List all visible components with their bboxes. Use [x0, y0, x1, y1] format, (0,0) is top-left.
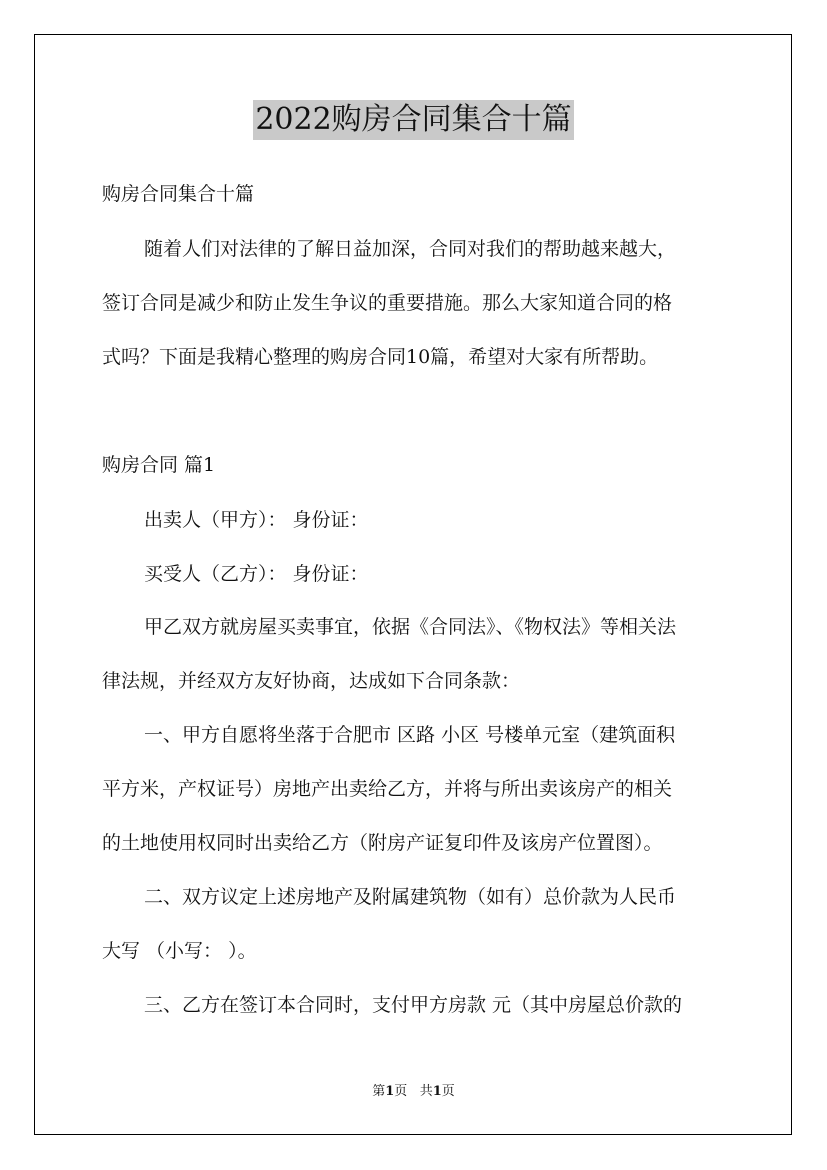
footer-total-suffix: 页 [441, 1084, 455, 1099]
seller-line: 出卖人（甲方）： 身份证： [144, 509, 369, 531]
title-container [0, 100, 827, 140]
footer-page-suffix: 页 [394, 1084, 408, 1099]
clause2-line-1: 二、双方议定上述房地产及附属建筑物（如有）总价款为人民币 [144, 886, 677, 908]
intro-line-2: 签订合同是减少和防止发生争议的重要措施。那么大家知道合同的格 [102, 292, 673, 314]
footer-total-number: 1 [432, 1084, 442, 1099]
document-subtitle: 购房合同集合十篇 [102, 183, 255, 205]
clause3-line-1: 三、乙方在签订本合同时，支付甲方房款 元（其中房屋总价款的 [144, 994, 683, 1016]
intro-line-1: 随着人们对法律的了解日益加深，合同对我们的帮助越来越大， [144, 238, 677, 260]
page-footer [0, 1084, 827, 1100]
para1-line-2: 律法规，并经双方友好协商，达成如下合同条款： [102, 670, 521, 692]
section-heading: 购房合同 篇1 [102, 454, 216, 476]
buyer-line: 买受人（乙方）： 身份证： [144, 563, 369, 585]
document-title: 2022购房合同集合十篇 [253, 100, 573, 140]
clause1-line-3: 的土地使用权同时出卖给乙方（附房产证复印件及该房产位置图）。 [102, 832, 663, 854]
intro-line-3: 式吗？下面是我精心整理的购房合同10篇，希望对大家有所帮助。 [102, 346, 659, 368]
para1-line-1: 甲乙双方就房屋买卖事宜，依据《合同法》、《物权法》等相关法 [144, 616, 677, 638]
footer-page-prefix: 第 [372, 1084, 386, 1099]
clause2-line-2: 大写 （小写： ）。 [102, 940, 257, 962]
footer-page-number: 1 [385, 1084, 395, 1099]
footer-total-prefix: 共 [419, 1084, 433, 1099]
clause1-line-2: 平方米，产权证号）房地产出卖给乙方，并将与所出卖该房产的相关 [102, 778, 673, 800]
clause1-line-1: 一、甲方自愿将坐落于合肥市 区路 小区 号楼单元室（建筑面积 [144, 724, 676, 746]
